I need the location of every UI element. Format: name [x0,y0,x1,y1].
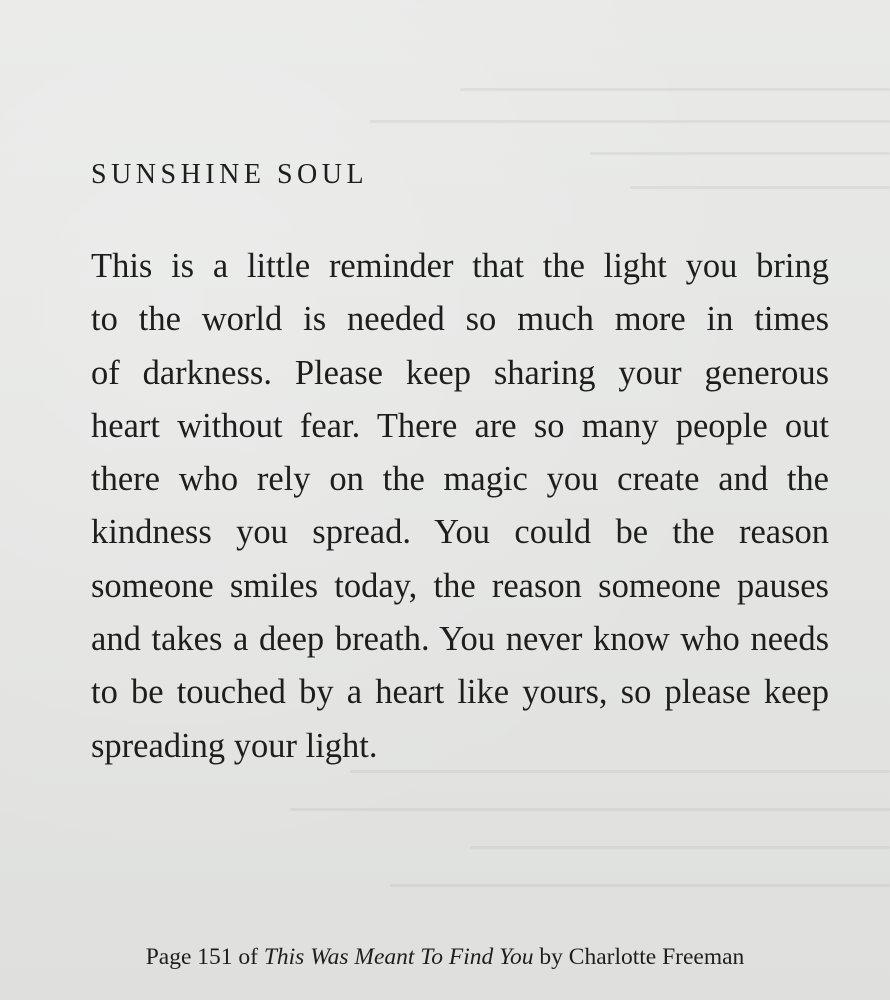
poem-line: to the world is needed so much more in times [91,300,829,339]
citation-prefix: Page 151 of [145,944,264,970]
bleed-through-line [370,120,890,123]
poem-line: there who rely on the magic you create and the [91,460,829,499]
bleed-through-line [390,884,890,887]
poem-line: spreading your light. [91,726,378,765]
poem-title: SUNSHINE SOUL [91,159,369,190]
citation-suffix: by Charlotte Freeman [533,944,745,970]
poem-body [91,240,829,773]
bleed-through-line [630,186,890,189]
poem-line: to be touched by a heart like yours, so please keep [91,673,829,712]
poem-line: kindness you spread. You could be the reason [91,513,829,552]
bleed-through-line [590,152,890,155]
poem-line: heart without fear. There are so many people out [91,406,829,445]
poem-line: and takes a deep breath. You never know who needs [91,620,829,659]
poem-line: of darkness. Please keep sharing your generous [91,353,829,392]
poem-line: This is a little reminder that the light you bring [91,247,829,285]
bleed-through-line [290,808,890,811]
bleed-through-line [470,846,890,849]
bleed-through-line [460,88,890,91]
page-citation [0,942,890,972]
book-title: This Was Meant To Find You [263,944,534,970]
poem-line: someone smiles today, the reason someone pauses [91,566,829,605]
